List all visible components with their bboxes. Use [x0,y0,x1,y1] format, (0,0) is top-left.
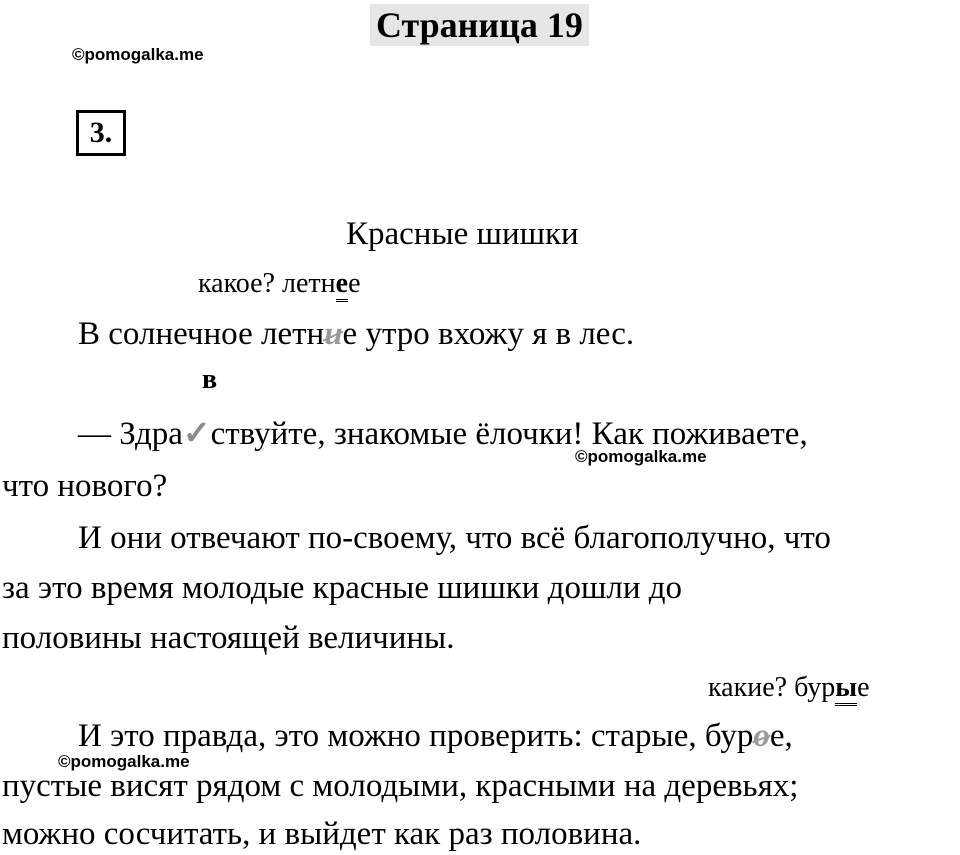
word-part: бур [794,672,836,703]
text-part: е утро вхожу я в лес. [342,316,635,352]
text-line-8: пустые висят рядом с молодыми, красными на деревьях; [2,768,799,804]
text-line-5: за это время молодые красные шишки дошли до [2,570,683,606]
corrected-letter: и [324,316,343,352]
text-part: е, [769,718,793,754]
exercise-number: 3. [76,110,126,156]
story-title: Красные шишки [346,216,579,252]
annotation-question: какое? [198,268,275,299]
corrected-letter: о [753,718,770,754]
inserted-letter-note: в [202,364,218,395]
text-part: И это правда, это можно проверить: старые, бур [78,718,754,754]
text-part: — Здра [78,416,183,452]
watermark-top: ©pomogalka.me [72,45,204,64]
text-part: ствуйте, знакомые ёлочки! Как поживаете, [210,416,808,452]
word-part: е [857,672,870,703]
text-line-3: что нового? [2,468,168,504]
watermark-bottom: ©pomogalka.me [58,752,190,771]
word-part: е [348,268,361,299]
text-line-7 [78,716,793,756]
annotation-word [794,672,870,706]
check-mark-icon: ✓ [182,416,211,452]
text-line-4: И они отвечают по-своему, что всё благополучно, что [78,520,831,556]
text-line-1 [78,314,634,354]
word-part: летн [282,268,336,299]
text-line-6: половины настоящей величины. [2,620,455,656]
watermark-middle: ©pomogalka.me [575,447,707,466]
annotation-word [282,268,361,302]
text-part: В солнечное летн [78,316,325,352]
text-line-9: можно сосчитать, и выйдет как раз половина. [2,816,642,852]
annotation-letnee [198,268,361,300]
highlighted-letter: ы [835,672,857,706]
annotation-question: какие? [708,672,788,703]
highlighted-letter: е [336,268,348,302]
annotation-burye [708,672,870,704]
page-title: Страница 19 [370,4,589,46]
